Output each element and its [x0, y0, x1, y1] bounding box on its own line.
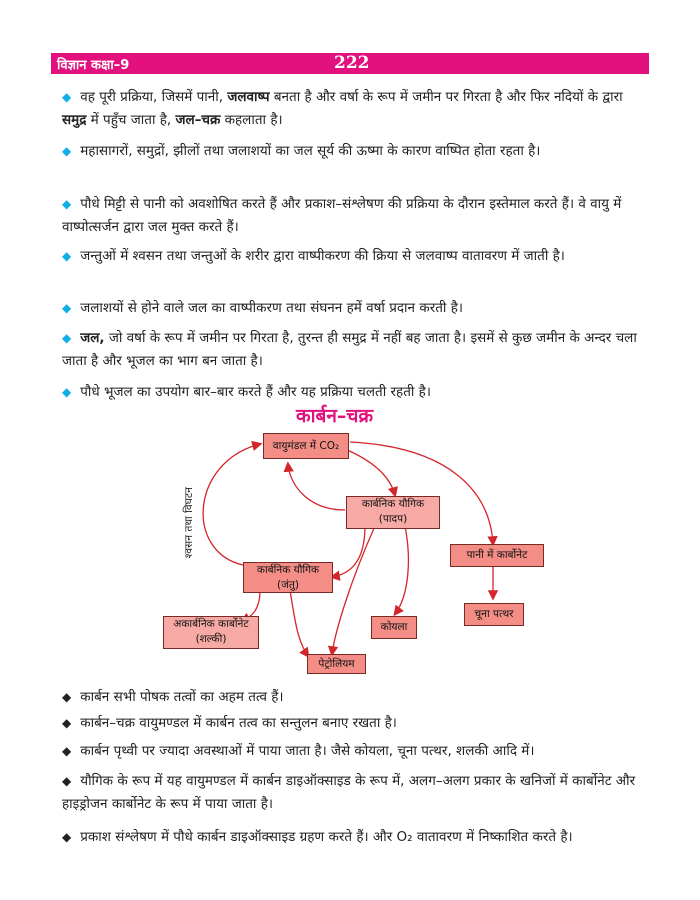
carbon-point-3: ◆ कार्बन पृथ्वी पर ज्यादा अवस्थाओं में पाया जाता है। जैसे कोयला, चूना पत्थर, शलकी आदि में। — [62, 743, 535, 759]
water-point-3: ◆ पौधे मिट्टी से पानी को अवशोषित करते हैं और प्रकाश–संश्लेषण की प्रक्रिया के दौरान इस्तेमाल करते हैं। वे वायु में वाष्पोत्सर्जन द्वारा जल मुक्त करते हैं। — [62, 196, 622, 235]
node-petroleum: पेट्रोलियम — [307, 654, 366, 674]
page-header-band — [51, 53, 649, 74]
diamond-bullet-icon: ◆ — [62, 90, 72, 104]
diamond-bullet-icon: ◆ — [62, 385, 72, 399]
node-coal: कोयला — [371, 616, 417, 639]
water-point-4: ◆ जन्तुओं में श्वसन तथा जन्तुओं के शरीर द्वारा वाष्पीकरण की क्रिया से जलवाष्प वातावरण में जाती है। — [62, 248, 565, 264]
diamond-bullet-icon: ◆ — [62, 690, 72, 704]
node-organic-compound-plant: कार्बनिक यौगिक (पादप) — [346, 496, 440, 529]
carbon-point-4: ◆ यौगिक के रूप में यह वायुमण्डल में कार्बन डाइऑक्साइड के रूप में, अलग–अलग प्रकार के खनिजों में कार्बोनेट और हाइड्रोजन कार्बोनेट के रूप में पाया जाता है। — [62, 773, 636, 812]
water-point-1: ◆ वह पूरी प्रक्रिया, जिसमें पानी, जलवाष्प बनता है और वर्षा के रूप में जमीन पर गिरता है और फिर नदियों के द्वारा समुद्र में पहुँच जाता है, जल–चक्र कहलाता है। — [62, 89, 623, 128]
diamond-bullet-icon: ◆ — [62, 774, 72, 788]
diamond-bullet-icon: ◆ — [62, 830, 72, 844]
diamond-bullet-icon: ◆ — [62, 301, 72, 315]
diamond-bullet-icon: ◆ — [62, 744, 72, 758]
water-point-5: ◆ जलाशयों से होने वाले जल का वाष्पीकरण तथा संघनन हमें वर्षा प्रदान करती है। — [62, 300, 463, 316]
water-point-2: ◆ महासागरों, समुद्रों, झीलों तथा जलाशयों का जल सूर्य की ऊष्मा के कारण वाष्पित होता रहता है। — [62, 143, 541, 159]
node-limestone: चूना पत्थर — [464, 603, 524, 626]
water-point-7: ◆ पौधे भूजल का उपयोग बार–बार करते हैं और यह प्रक्रिया चलती रहती है। — [62, 384, 431, 400]
node-atmosphere-co2: वायुमंडल में CO₂ — [263, 433, 349, 459]
diamond-bullet-icon: ◆ — [62, 144, 72, 158]
diamond-bullet-icon: ◆ — [62, 249, 72, 263]
diamond-bullet-icon: ◆ — [62, 716, 72, 730]
carbon-cycle-diagram — [150, 402, 550, 674]
carbon-point-1: ◆ कार्बन सभी पोषक तत्वों का अहम तत्व हैं। — [62, 689, 284, 705]
diagram-title: कार्बन–चक्र — [296, 405, 374, 427]
water-point-6: ◆ जल, जो वर्षा के रूप में जमीन पर गिरता है, तुरन्त ही समुद्र में नहीं बह जाता है। इसमें से कुछ जमीन के अन्दर चला जाता है और भूजल का भाग बन जाता है। — [62, 330, 637, 369]
subject-label: विज्ञान कक्षा–9 — [57, 58, 130, 73]
node-inorganic-carbonate-shell: अकार्बनिक कार्बोनेट (शल्की) — [163, 616, 259, 649]
carbon-point-5: ◆ प्रकाश संश्लेषण में पौधे कार्बन डाइऑक्साइड ग्रहण करते हैं। और O₂ वातावरण में निष्काशित करते है। — [62, 829, 573, 845]
node-organic-compound-animal: कार्बनिक यौगिक (जंतु) — [243, 562, 333, 593]
diamond-bullet-icon: ◆ — [62, 197, 72, 211]
page-number: 222 — [334, 53, 370, 73]
carbon-point-2: ◆ कार्बन–चक्र वायुमण्डल में कार्बन तत्व का सन्तुलन बनाए रखता है। — [62, 715, 397, 731]
diamond-bullet-icon: ◆ — [62, 331, 72, 345]
respiration-decomposition-label: श्वसन तथा विघटन — [183, 487, 195, 559]
node-carbonate-in-water: पानी में कार्बोनेट — [450, 544, 544, 567]
